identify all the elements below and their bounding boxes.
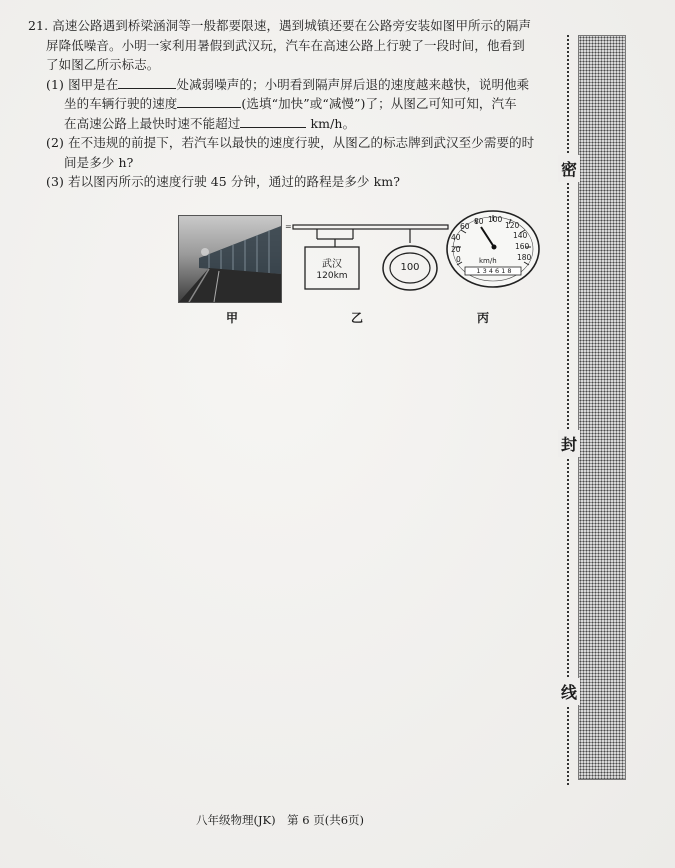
figure-label-yi: 乙 (351, 311, 364, 325)
answer-blank-1[interactable] (118, 76, 176, 89)
speedometer-tick-160: 160 (515, 242, 530, 251)
intro-line-2: 屏降低噪音。小明一家利用暑假到武汉玩，汽车在高速公路上行驶了一段时间，他看到 (46, 37, 525, 53)
part3-text: (3) 若以图丙所示的速度行驶 45 分钟，通过的路程是多少 km? (46, 174, 401, 189)
part-2 (28, 133, 556, 153)
answer-blank-2[interactable] (177, 95, 241, 108)
part1-text-c: 坐的车辆行驶的速度 (64, 96, 178, 111)
part2-text-a: (2) 在不违规的前提下，若汽车以最快的速度行驶，从图乙的标志牌到武汉至少需要的时 (46, 135, 535, 150)
speedometer-tick-40: 40 (451, 233, 461, 242)
speedometer-tick-100: 100 (488, 215, 503, 224)
part-1 (28, 75, 556, 95)
speedometer-tick-60: 60 (460, 222, 470, 231)
part1-text-e: 在高速公路上最快时速不能超过 (64, 115, 241, 131)
speedometer-tick-180: 180 (517, 253, 532, 262)
part1-text-f: km/h。 (310, 115, 356, 131)
seal-char-xian: 线 (558, 678, 580, 705)
speedometer-tick-140: 140 (513, 231, 528, 240)
intro-line-3: 了如图乙所示标志。 (46, 57, 160, 72)
answer-blank-3[interactable] (240, 115, 306, 128)
part-3 (28, 172, 556, 192)
sign-city: 武汉 (322, 259, 342, 270)
figures (0, 205, 560, 325)
page-footer: 八年级物理(JK) 第 6 页(共6页) (195, 813, 365, 827)
part1-text-a: (1) 图甲是在 (46, 76, 119, 92)
sign-distance: 120km (316, 271, 348, 281)
sound-barrier-photo (178, 215, 282, 303)
part1-text-d: (选填“加快”或“减慢”)了；从图乙可知可知，汽车 (241, 96, 517, 111)
svg-text:=: = (285, 222, 292, 231)
speed-limit-value: 100 (400, 262, 420, 273)
seal-char-feng: 封 (558, 430, 580, 457)
part2-text-b: 间是多少 h? (64, 154, 134, 170)
speedometer-unit: km/h (479, 257, 497, 265)
part1-text-b: 处减弱噪声的；小明看到隔声屏后退的速度越来越快，说明他乘 (176, 76, 530, 92)
binding-margin (578, 35, 626, 780)
speedometer-tick-20: 20 (451, 245, 461, 254)
seal-dotted-line (567, 35, 569, 785)
speedometer-tick-80: 80 (474, 217, 484, 226)
odometer-reading: 1 3 4 6 1 8 (476, 267, 512, 275)
speedometer-tick-0: 0 (456, 255, 461, 264)
question-intro (28, 16, 556, 36)
figure-label-bing: 丙 (477, 311, 490, 325)
seal-char-mi: 密 (558, 155, 580, 182)
intro-line-1: 21. 高速公路遇到桥梁涵洞等一般都要限速，遇到城镇还要在公路旁安装如图甲所示的隔声 (28, 18, 532, 33)
question-21 (28, 16, 556, 192)
figure-label-jia: 甲 (226, 311, 239, 325)
speedometer-tick-120: 120 (505, 221, 520, 230)
